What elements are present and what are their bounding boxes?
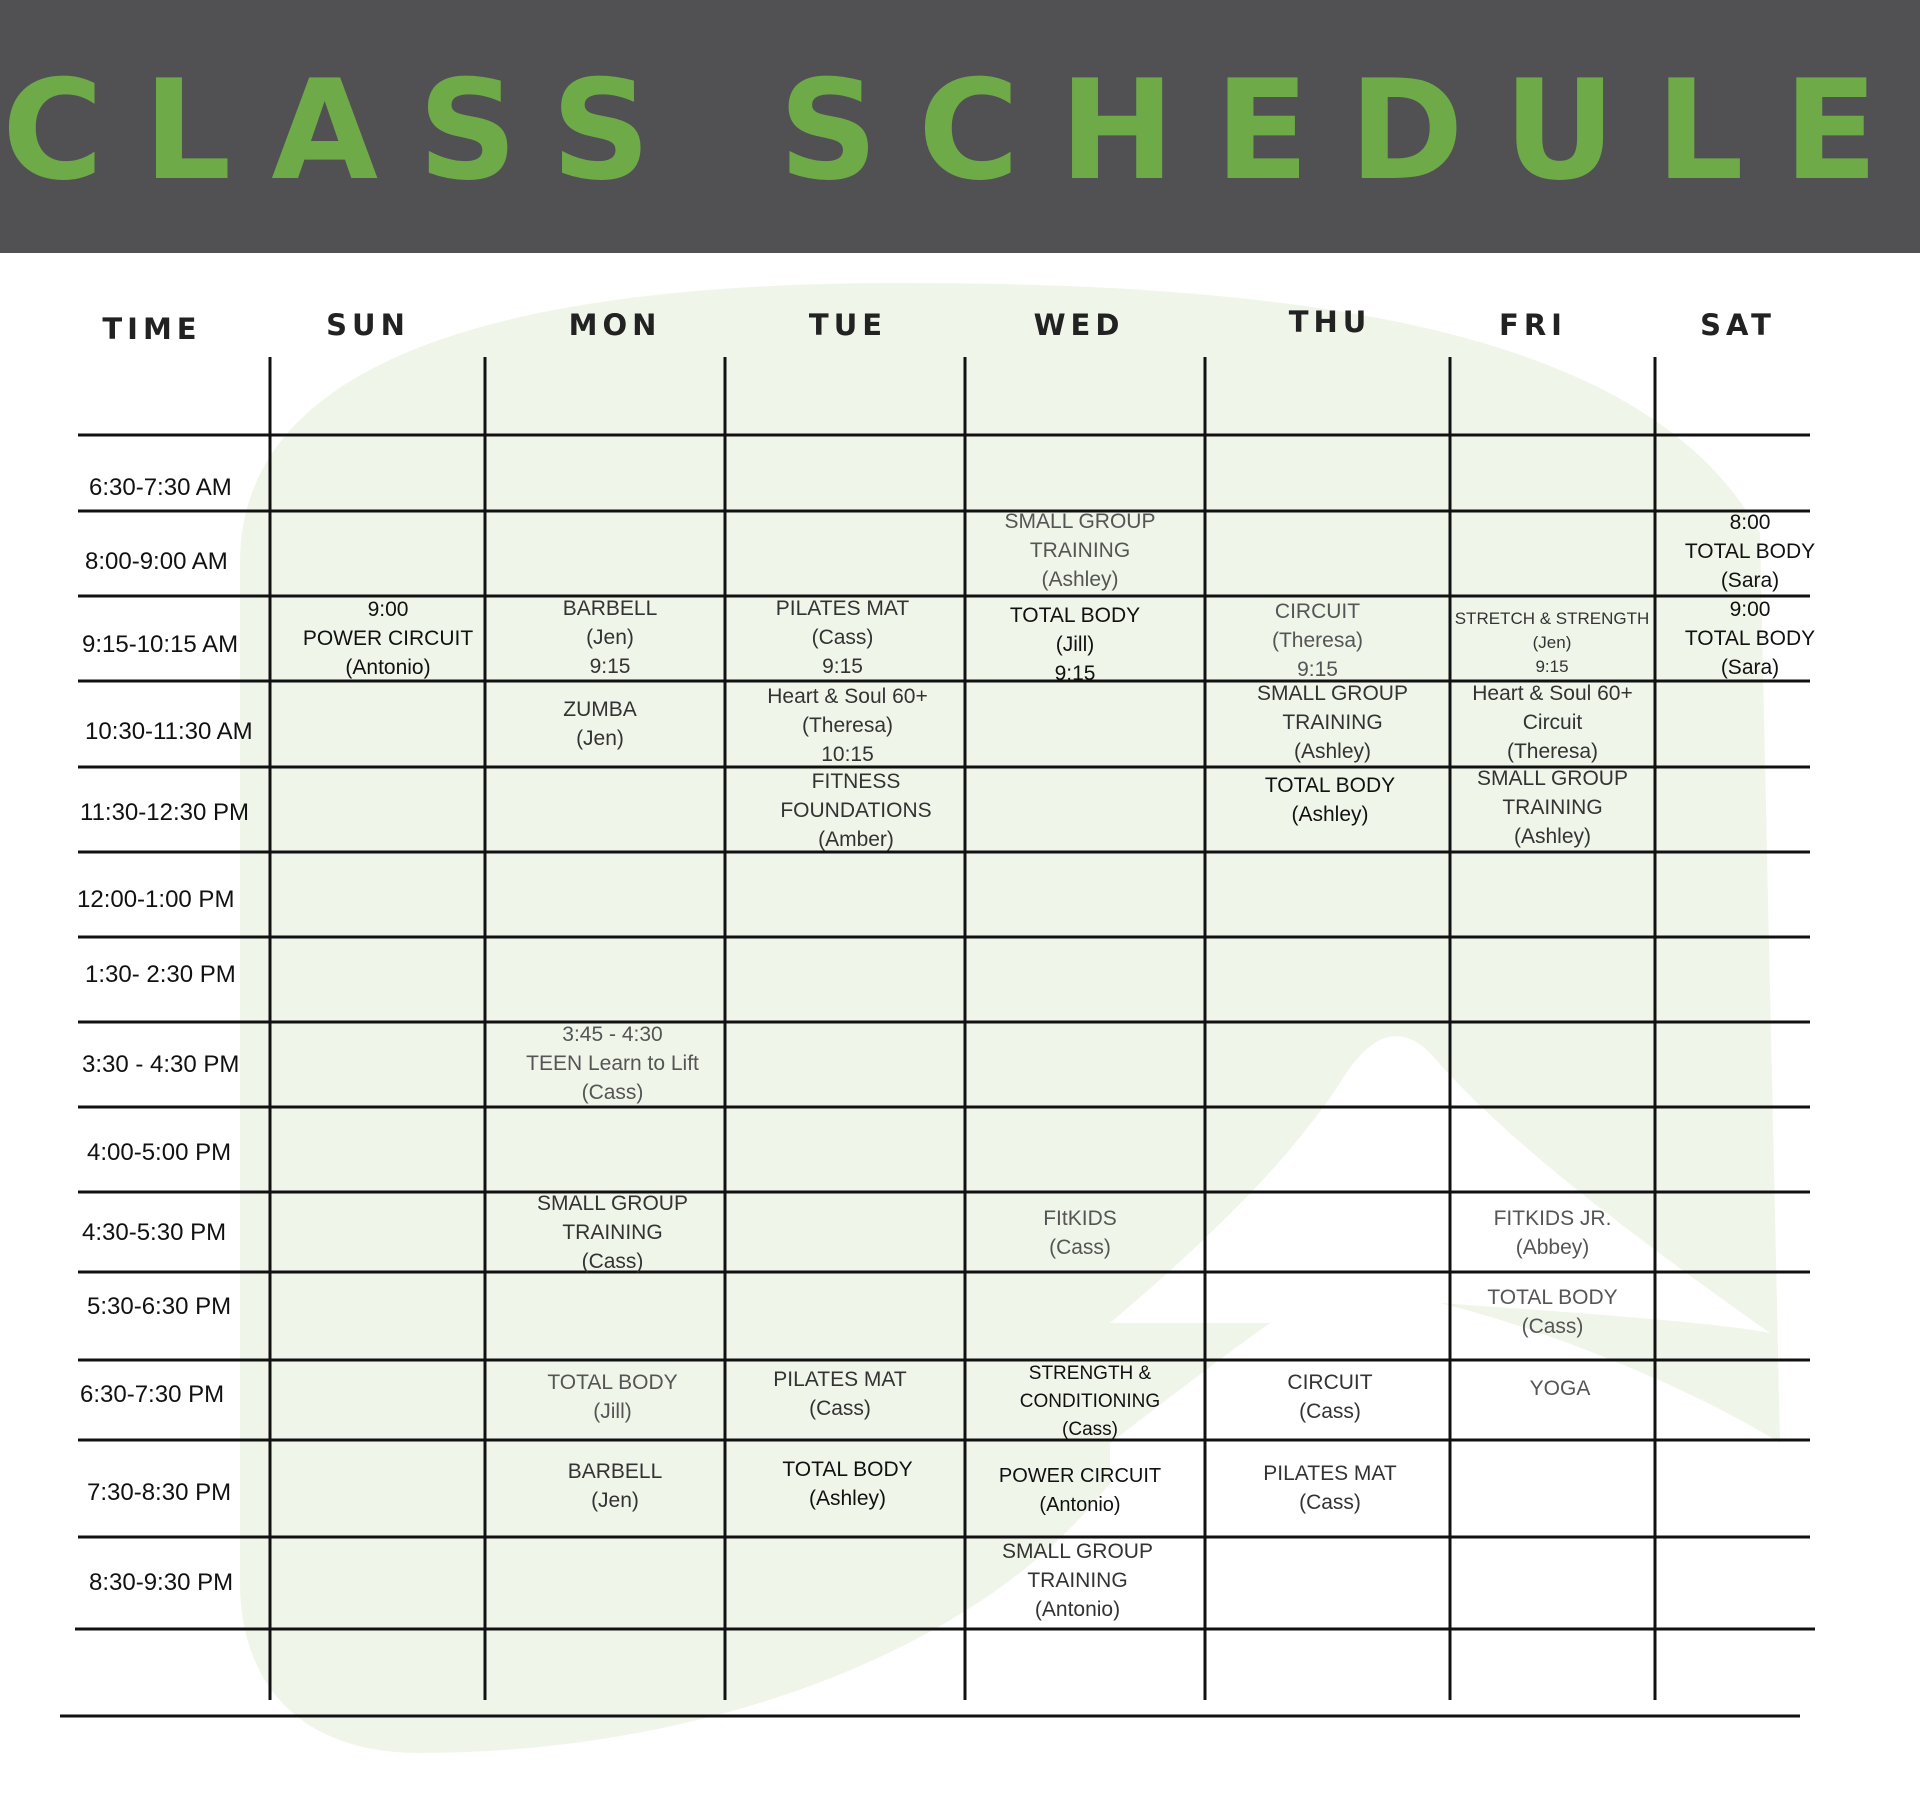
time-slot-label: 11:30-12:30 PM	[80, 799, 249, 826]
class-name: TOTAL BODY	[1684, 540, 1816, 563]
class-instructor: (Cass)	[581, 1250, 644, 1273]
time-slot-label: 4:30-5:30 PM	[82, 1219, 227, 1246]
class-instructor: (Jen)	[576, 727, 624, 750]
class-name: SMALL GROUP	[1477, 767, 1628, 790]
class-name: SMALL GROUP	[1002, 1540, 1153, 1563]
class-instructor: (Jen)	[1532, 633, 1572, 652]
class-entry	[1220, 771, 1440, 829]
time-slot-label: 5:30-6:30 PM	[87, 1293, 232, 1320]
time-slot-label: 6:30-7:30 AM	[89, 474, 232, 501]
class-entry	[500, 1189, 725, 1276]
class-entry	[735, 594, 950, 681]
class-entry	[1455, 1283, 1650, 1341]
class-entry	[1455, 679, 1650, 766]
class-name: TRAINING	[1029, 539, 1131, 562]
col-header-time: TIME	[102, 312, 202, 346]
class-entry	[490, 695, 710, 753]
time-slot-label: 3:30 - 4:30 PM	[82, 1051, 240, 1078]
time-slot-label: 10:30-11:30 AM	[85, 718, 253, 745]
class-instructor: (Amber)	[818, 828, 894, 851]
class-name: TOTAL BODY	[1487, 1286, 1618, 1309]
class-name: Heart & Soul 60+	[767, 685, 928, 708]
time-slot-label: 7:30-8:30 PM	[87, 1479, 232, 1506]
class-entry	[970, 601, 1180, 688]
class-name: Circuit	[1522, 711, 1583, 734]
class-name: SMALL GROUP	[1004, 510, 1156, 533]
class-name: FOUNDATIONS	[780, 799, 932, 822]
class-name: SMALL GROUP	[537, 1192, 688, 1215]
class-name: ZUMBA	[563, 698, 637, 721]
class-name: CIRCUIT	[1287, 1371, 1373, 1394]
class-entry	[980, 1204, 1180, 1262]
time-slot-label: 9:15-10:15 AM	[82, 631, 239, 658]
class-instructor: (Theresa)	[801, 714, 894, 737]
class-entry	[1225, 1368, 1435, 1426]
class-name: TRAINING	[562, 1221, 663, 1244]
col-header-thu: THU	[1288, 305, 1372, 339]
class-name: CONDITIONING	[1019, 1391, 1161, 1412]
class-entry	[975, 507, 1185, 594]
class-instructor: (Ashley)	[1513, 825, 1592, 848]
class-entry	[980, 1360, 1200, 1444]
class-name: STRETCH & STRENGTH	[1454, 609, 1650, 628]
class-name: PILATES MAT	[773, 1368, 907, 1391]
time-slot-label: 12:00-1:00 PM	[77, 886, 235, 913]
class-entry	[273, 595, 503, 682]
class-instructor: (Cass)	[1049, 1236, 1111, 1259]
class-instructor: (Jill)	[1055, 633, 1095, 656]
class-name: TRAINING	[1282, 711, 1383, 734]
class-name: TOTAL BODY	[1684, 627, 1816, 650]
class-name: TRAINING	[1502, 796, 1603, 819]
class-instructor: (Ashley)	[1293, 740, 1372, 763]
col-header-sun: SUN	[326, 308, 410, 342]
class-time: 9:15	[589, 655, 631, 678]
time-slot-label: 1:30- 2:30 PM	[85, 961, 236, 988]
col-header-wed: WED	[1033, 308, 1125, 342]
class-name: TOTAL BODY	[547, 1371, 678, 1394]
class-entry	[735, 1365, 945, 1423]
class-entry	[1658, 508, 1842, 595]
class-entry	[745, 767, 967, 854]
class-instructor: (Jen)	[591, 1489, 639, 1512]
class-name: TOTAL BODY	[1009, 604, 1141, 627]
class-instructor: (Jen)	[586, 626, 634, 649]
class-name: TRAINING	[1027, 1569, 1128, 1592]
class-instructor: (Cass)	[811, 626, 874, 649]
time-slot-label: 6:30-7:30 PM	[80, 1381, 225, 1408]
class-name: PILATES MAT	[1263, 1462, 1397, 1485]
class-entry	[1225, 679, 1440, 766]
col-header-mon: MON	[568, 308, 662, 342]
class-name: FITKIDS JR.	[1493, 1207, 1612, 1230]
col-header-tue: TUE	[808, 308, 888, 342]
class-time: 9:00	[1729, 598, 1771, 621]
class-time: 10:15	[821, 743, 874, 766]
class-instructor: (Jill)	[593, 1400, 632, 1423]
class-instructor: (Cass)	[1521, 1315, 1584, 1338]
class-name: FItKIDS	[1043, 1207, 1117, 1230]
class-entry	[735, 682, 960, 769]
class-entry	[500, 1368, 725, 1426]
class-entry	[505, 1457, 725, 1515]
page-title: CLASS SCHEDULE	[2, 50, 1918, 211]
class-instructor: (Ashley)	[808, 1487, 887, 1510]
class-instructor: (Sara)	[1720, 569, 1780, 592]
class-name: FITNESS	[811, 770, 901, 793]
class-name: CIRCUIT	[1274, 600, 1361, 623]
time-slot-label: 8:30-9:30 PM	[89, 1569, 234, 1596]
class-instructor: (Theresa)	[1271, 629, 1364, 652]
class-entry	[1658, 595, 1842, 682]
col-header-sat: SAT	[1700, 308, 1776, 342]
class-entry	[740, 1455, 955, 1513]
class-name: BARBELL	[567, 1460, 663, 1483]
class-entry	[1225, 1459, 1435, 1517]
class-instructor: (Antonio)	[1034, 1598, 1121, 1621]
class-name: POWER CIRCUIT	[302, 627, 474, 650]
class-time: 9:15	[1535, 657, 1569, 676]
class-time: 9:15	[822, 655, 863, 678]
class-name: TEEN Learn to Lift	[526, 1052, 699, 1075]
class-instructor: (Ashley)	[1041, 568, 1119, 591]
class-entry	[500, 594, 720, 681]
class-name: Heart & Soul 60+	[1472, 682, 1633, 705]
class-instructor: (Antonio)	[345, 656, 431, 679]
class-time: 3:45 - 4:30	[562, 1023, 663, 1046]
time-slot-label: 8:00-9:00 AM	[85, 548, 228, 575]
class-name: POWER CIRCUIT	[998, 1465, 1162, 1487]
class-time: 9:00	[367, 598, 409, 621]
class-instructor: (Cass)	[1299, 1491, 1361, 1514]
class-name: TOTAL BODY	[782, 1458, 913, 1481]
class-name: STRENGTH &	[1028, 1363, 1152, 1384]
time-slot-label: 4:00-5:00 PM	[87, 1139, 232, 1166]
class-name: TOTAL BODY	[1264, 774, 1396, 797]
class-entry	[1455, 1204, 1650, 1262]
class-entry	[1465, 1374, 1655, 1403]
class-entry	[970, 1537, 1185, 1624]
class-instructor: (Ashley)	[1291, 803, 1369, 826]
class-entry	[975, 1462, 1185, 1520]
class-name: SMALL GROUP	[1257, 682, 1408, 705]
class-entry	[1215, 597, 1420, 684]
class-instructor: (Antonio)	[1039, 1494, 1121, 1516]
class-instructor: (Sara)	[1720, 656, 1780, 679]
class-name: PILATES MAT	[775, 597, 910, 620]
class-name: BARBELL	[562, 597, 658, 620]
col-header-fri: FRI	[1499, 308, 1567, 342]
class-entry	[500, 1020, 725, 1107]
class-instructor: (Theresa)	[1506, 740, 1599, 763]
class-instructor: (Cass)	[1062, 1419, 1118, 1440]
class-instructor: (Cass)	[581, 1081, 644, 1104]
class-time: 9:15	[1297, 658, 1338, 681]
class-entry	[1455, 764, 1650, 851]
class-instructor: (Cass)	[809, 1397, 871, 1420]
class-instructor: (Abbey)	[1515, 1236, 1590, 1259]
class-time: 8:00	[1729, 511, 1771, 534]
class-entry	[1452, 607, 1652, 679]
class-time: 9:15	[1054, 662, 1096, 685]
class-instructor: (Cass)	[1299, 1400, 1361, 1423]
class-name: YOGA	[1529, 1377, 1591, 1400]
